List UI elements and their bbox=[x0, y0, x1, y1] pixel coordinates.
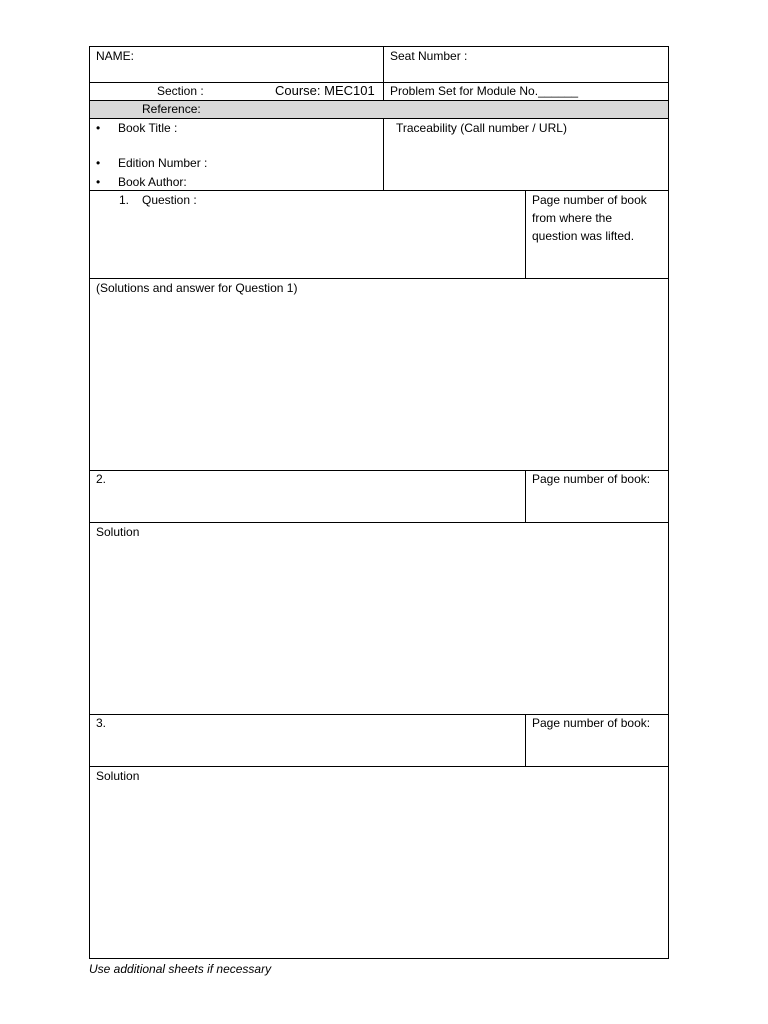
question-1-page-note-line-1: Page number of book bbox=[532, 193, 647, 207]
question-2-label: 2. bbox=[96, 472, 107, 486]
traceability-label: Traceability (Call number / URL) bbox=[396, 121, 567, 135]
bullet-icon: • bbox=[96, 175, 101, 189]
question-3-label: 3. bbox=[96, 716, 107, 730]
question-3-page-label: Page number of book: bbox=[532, 716, 651, 730]
edition-number-label: Edition Number : bbox=[118, 156, 208, 170]
solution-3-label: Solution bbox=[96, 769, 140, 783]
bullet-icon: • bbox=[96, 156, 101, 170]
solution-2-label: Solution bbox=[96, 525, 140, 539]
question-1-page-note-line-2: from where the bbox=[532, 211, 613, 225]
reference-label: Reference: bbox=[142, 102, 201, 116]
section-label: Section : bbox=[157, 84, 204, 98]
book-author-label: Book Author: bbox=[118, 175, 187, 189]
seat-number-label: Seat Number : bbox=[390, 49, 468, 63]
name-label: NAME: bbox=[96, 49, 135, 63]
question-1-label: Question : bbox=[142, 193, 197, 207]
solution-1-label: (Solutions and answer for Question 1) bbox=[96, 281, 298, 295]
question-3-cell[interactable] bbox=[89, 714, 526, 767]
book-title-label: Book Title : bbox=[118, 121, 178, 135]
solution-3-cell[interactable] bbox=[89, 766, 669, 959]
question-1-page-note-line-3: question was lifted. bbox=[532, 229, 635, 243]
question-2-page-label: Page number of book: bbox=[532, 472, 651, 486]
question-1-number: 1. bbox=[119, 193, 130, 207]
problem-set-label: Problem Set for Module No.______ bbox=[390, 84, 579, 98]
solution-2-cell[interactable] bbox=[89, 522, 669, 715]
question-2-cell[interactable] bbox=[89, 470, 526, 523]
course-label: Course: MEC101 bbox=[275, 83, 375, 98]
footer-note: Use additional sheets if necessary bbox=[89, 962, 272, 976]
bullet-icon: • bbox=[96, 121, 101, 135]
solution-1-cell[interactable] bbox=[89, 278, 669, 471]
